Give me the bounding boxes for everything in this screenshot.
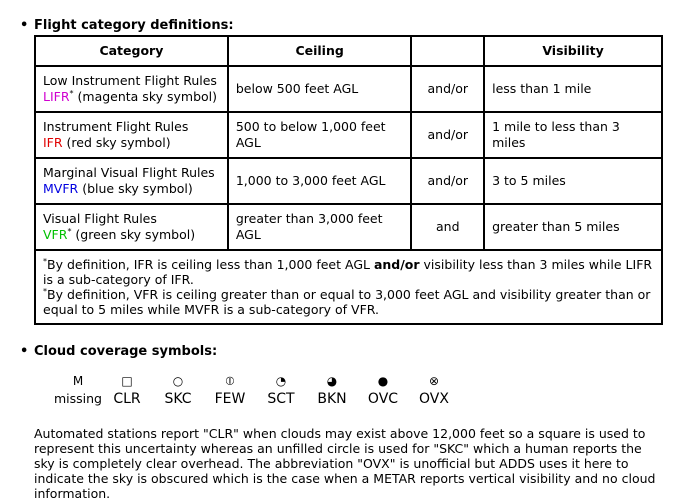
table-row-mvfr bbox=[35, 158, 662, 204]
bullet-icon: • bbox=[20, 344, 29, 359]
visibility-cell: 3 to 5 miles bbox=[484, 158, 662, 204]
symbol-label: missing bbox=[53, 391, 102, 406]
flight-category-heading bbox=[20, 18, 234, 33]
symbol-label: SCT bbox=[267, 391, 295, 407]
note-text: By definition, VFR is ceiling greater than or equal to 3,000 feet AGL and visibility greater than or equal to 5 miles while MVFR is a sub-category of VFR. bbox=[43, 287, 651, 317]
note-vfr bbox=[43, 287, 654, 317]
header-ceiling: Ceiling bbox=[228, 36, 412, 66]
symbol-ovc bbox=[355, 372, 411, 408]
definition-notes bbox=[35, 250, 662, 324]
note-bold: and/or bbox=[373, 257, 420, 272]
category-name: Instrument Flight Rules bbox=[43, 119, 189, 134]
category-abbr-ifr: IFR bbox=[43, 135, 63, 150]
symbol-clr bbox=[99, 372, 155, 408]
conjunction-cell: and bbox=[411, 204, 484, 250]
table-row-lifr bbox=[35, 66, 662, 112]
footnote-star: * bbox=[43, 287, 47, 296]
footnote-star: * bbox=[67, 227, 72, 236]
header-category: Category bbox=[35, 36, 228, 66]
category-cell bbox=[35, 66, 228, 112]
cloud-coverage-heading-text: Cloud coverage symbols: bbox=[34, 344, 218, 359]
symbol-ovx bbox=[406, 372, 462, 408]
circle-x-icon: ⊗ bbox=[428, 374, 440, 388]
symbol-label: OVC bbox=[367, 391, 399, 407]
symbol-label: OVX bbox=[419, 391, 449, 407]
symbol-bkn bbox=[304, 372, 360, 408]
category-desc: (magenta sky symbol) bbox=[77, 89, 218, 104]
conjunction-cell: and/or bbox=[411, 66, 484, 112]
visibility-cell: less than 1 mile bbox=[484, 66, 662, 112]
cloud-symbols-explanation: Automated stations report "CLR" when clouds may exist above 12,000 feet so a square is used to represent this uncertainty whereas an unfilled circle is used for "SKC" which a human reports the sky is completely clear overhead. The abbreviation "OVX" is unofficial but ADDS uses it here to indicate the sky is obscured which is the case when a METAR reports vertical visibility and no cloud information. bbox=[34, 426, 656, 501]
open-circle-icon: ○ bbox=[172, 374, 184, 388]
cloud-symbols-legend bbox=[50, 372, 470, 412]
symbol-missing bbox=[50, 372, 106, 408]
category-abbr-lifr: LIFR bbox=[43, 89, 70, 104]
ceiling-cell: 1,000 to 3,000 feet AGL bbox=[228, 158, 412, 204]
flight-category-table bbox=[34, 35, 663, 325]
footnote-star: * bbox=[43, 257, 47, 266]
visibility-cell: greater than 5 miles bbox=[484, 204, 662, 250]
symbol-label: BKN bbox=[317, 391, 347, 407]
symbol-label: CLR bbox=[113, 391, 141, 407]
category-name: Low Instrument Flight Rules bbox=[43, 73, 217, 88]
category-cell bbox=[35, 158, 228, 204]
conjunction-cell: and/or bbox=[411, 158, 484, 204]
category-abbr-mvfr: MVFR bbox=[43, 181, 79, 196]
symbol-skc bbox=[150, 372, 206, 408]
visibility-cell: 1 mile to less than 3 miles bbox=[484, 112, 662, 158]
category-name: Visual Flight Rules bbox=[43, 211, 157, 226]
circle-vertical-line-icon: ⦶ bbox=[225, 374, 235, 388]
symbol-label: SKC bbox=[164, 391, 192, 407]
category-abbr-vfr: VFR bbox=[43, 227, 68, 242]
footnote-star: * bbox=[69, 89, 74, 98]
open-square-icon: □ bbox=[121, 374, 133, 388]
note-text: By definition, IFR is ceiling less than 1,000 feet AGL bbox=[47, 257, 374, 272]
letter-m: M bbox=[72, 374, 84, 388]
category-desc: (blue sky symbol) bbox=[82, 181, 193, 196]
header-blank bbox=[411, 36, 484, 66]
category-cell bbox=[35, 204, 228, 250]
bullet-icon: • bbox=[20, 18, 29, 33]
ceiling-cell: 500 to below 1,000 feet AGL bbox=[228, 112, 412, 158]
cloud-coverage-heading bbox=[20, 344, 217, 359]
ceiling-cell: below 500 feet AGL bbox=[228, 66, 412, 112]
table-header-row bbox=[35, 36, 662, 66]
table-row-vfr bbox=[35, 204, 662, 250]
symbol-sct bbox=[253, 372, 309, 408]
note-text: visibility less than 3 miles while LIFR is a sub-category of IFR. bbox=[43, 257, 653, 287]
category-name: Marginal Visual Flight Rules bbox=[43, 165, 215, 180]
circle-quarter-filled-icon: ◔ bbox=[275, 374, 287, 388]
category-desc: (red sky symbol) bbox=[66, 135, 171, 150]
table-notes-row bbox=[35, 250, 662, 324]
ceiling-cell: greater than 3,000 feet AGL bbox=[228, 204, 412, 250]
symbol-few bbox=[202, 372, 258, 408]
category-desc: (green sky symbol) bbox=[75, 227, 196, 242]
circle-three-quarter-filled-icon: ◕ bbox=[326, 374, 338, 388]
table-row-ifr bbox=[35, 112, 662, 158]
flight-category-heading-text: Flight category definitions: bbox=[34, 18, 234, 33]
category-cell bbox=[35, 112, 228, 158]
header-visibility: Visibility bbox=[484, 36, 662, 66]
symbol-label: FEW bbox=[214, 391, 246, 407]
conjunction-cell: and/or bbox=[411, 112, 484, 158]
filled-circle-icon: ● bbox=[377, 374, 389, 388]
note-ifr bbox=[43, 257, 654, 287]
